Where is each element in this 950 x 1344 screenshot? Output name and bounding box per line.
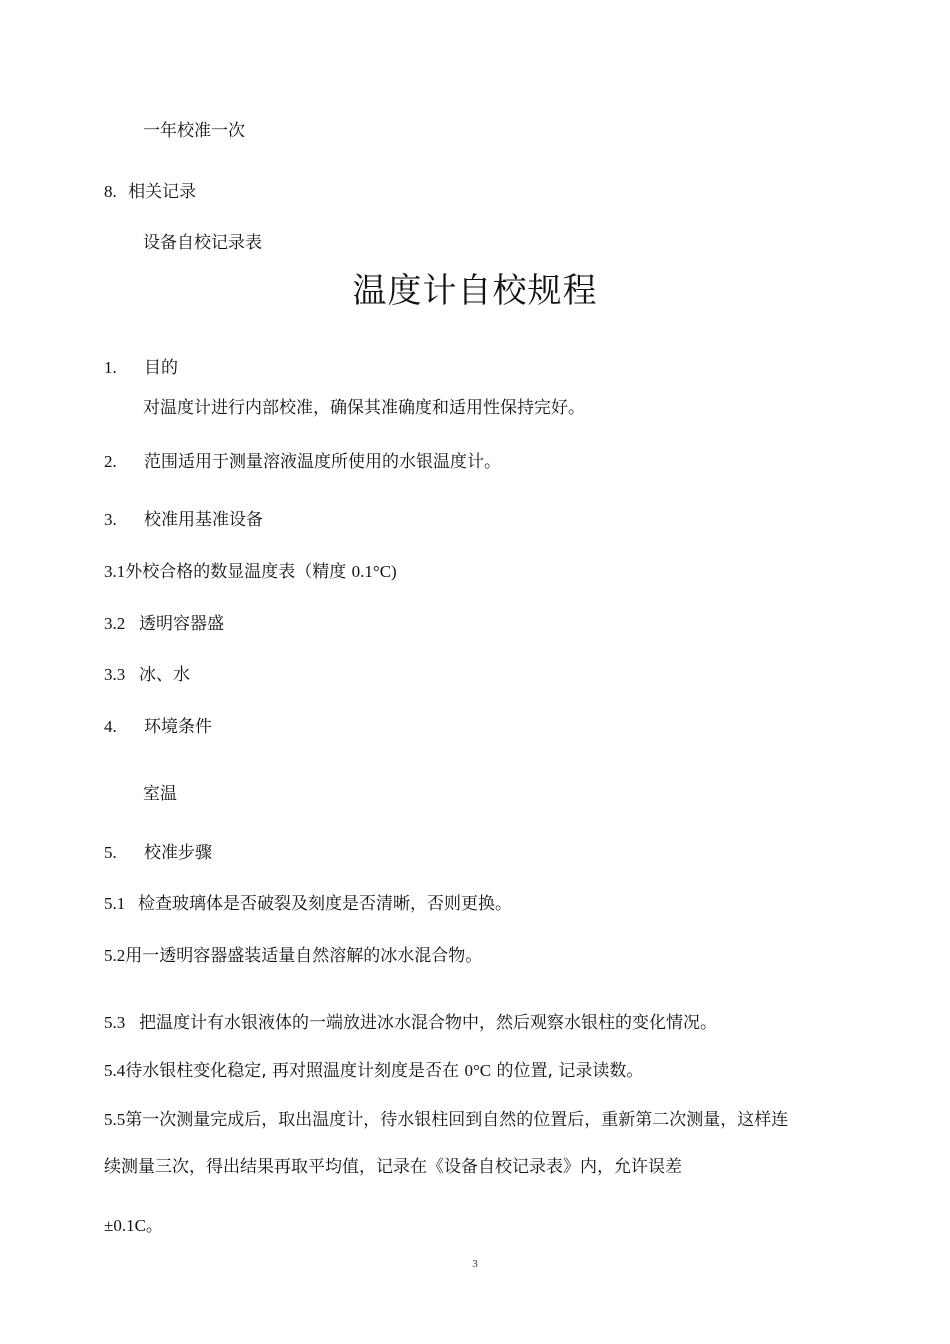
item-text: 透明容器盛 [139, 614, 224, 634]
item-text-2: , 再对照温度计刻度是否在 [261, 1061, 460, 1081]
section-number: 4. [104, 717, 117, 736]
item-text: 把温度计有水银液体的一端放进冰水混合物中，然后观察水银柱的变化情况。 [139, 1013, 717, 1033]
item-text: 检查玻璃体是否破裂及刻度是否清晰，否则更换。 [138, 894, 512, 914]
document-title: 温度计自校规程 [352, 271, 598, 311]
section-2-heading [104, 451, 501, 473]
item-number: 5.4 [104, 1061, 126, 1080]
item-number: 3.2 [104, 614, 126, 633]
item-5-5-line-1 [104, 1109, 788, 1131]
section-8-heading [104, 181, 196, 203]
item-number: 5.2 [104, 946, 126, 965]
section-title: 校准用基准设备 [144, 510, 263, 530]
item-text: 冰、水 [139, 665, 190, 685]
page-number: 3 [472, 1258, 478, 1270]
calibration-frequency-text: 一年校准一次 [143, 121, 245, 141]
item-value: 0°C [464, 1061, 492, 1080]
item-5-4 [104, 1060, 643, 1082]
section-number: 8. [104, 182, 117, 201]
item-value: 0.1°C) [351, 562, 397, 581]
section-5-heading [104, 842, 212, 864]
item-5-5-tolerance: ±0.1C。 [104, 1216, 163, 1235]
item-3-1 [104, 561, 397, 583]
item-5-5-line-2: 续测量三次，得出结果再取平均值，记录在《设备自校记录表》内，允许误差 [104, 1157, 682, 1177]
section-number: 3. [104, 510, 117, 529]
section-title: 环境条件 [144, 717, 212, 737]
section-3-heading [104, 509, 263, 531]
item-3-3 [104, 664, 190, 686]
item-number: 5.3 [104, 1013, 126, 1032]
item-text: 用一透明容器盛装适量自然溶解的冰水混合物。 [125, 946, 483, 966]
section-number: 5. [104, 843, 117, 862]
item-text: 待水银柱变化稳定 [125, 1061, 262, 1081]
item-text-3: 的位置 [496, 1061, 548, 1081]
section-title: 相关记录 [128, 182, 197, 202]
section-body: 范围适用于测量溶液温度所使用的水银温度计。 [144, 452, 501, 472]
section-1-heading [104, 357, 178, 379]
section-1-body: 对温度计进行内部校准，确保其准确度和适用性保持完好。 [143, 398, 585, 418]
item-text-4: , 记录读数。 [547, 1061, 644, 1081]
item-number: 3.3 [104, 665, 126, 684]
section-4-body: 室温 [143, 784, 177, 804]
records-item-text: 设备自校记录表 [143, 233, 262, 253]
section-4-heading [104, 716, 212, 738]
section-number: 1. [104, 358, 117, 377]
section-number: 2. [104, 452, 117, 471]
section-title: 目的 [144, 358, 178, 378]
item-5-1 [104, 893, 512, 915]
item-number: 5.5 [104, 1110, 126, 1129]
item-text: 外校合格的数显温度表（精度 [125, 562, 347, 582]
item-3-2 [104, 613, 224, 635]
item-text: 第一次测量完成后，取出温度计，待水银柱回到自然的位置后，重新第二次测量，这样连 [125, 1110, 789, 1130]
item-5-2 [104, 945, 482, 967]
item-5-3 [104, 1012, 717, 1034]
item-number: 3.1 [104, 562, 126, 581]
section-title: 校准步骤 [144, 843, 212, 863]
item-number: 5.1 [104, 894, 126, 913]
